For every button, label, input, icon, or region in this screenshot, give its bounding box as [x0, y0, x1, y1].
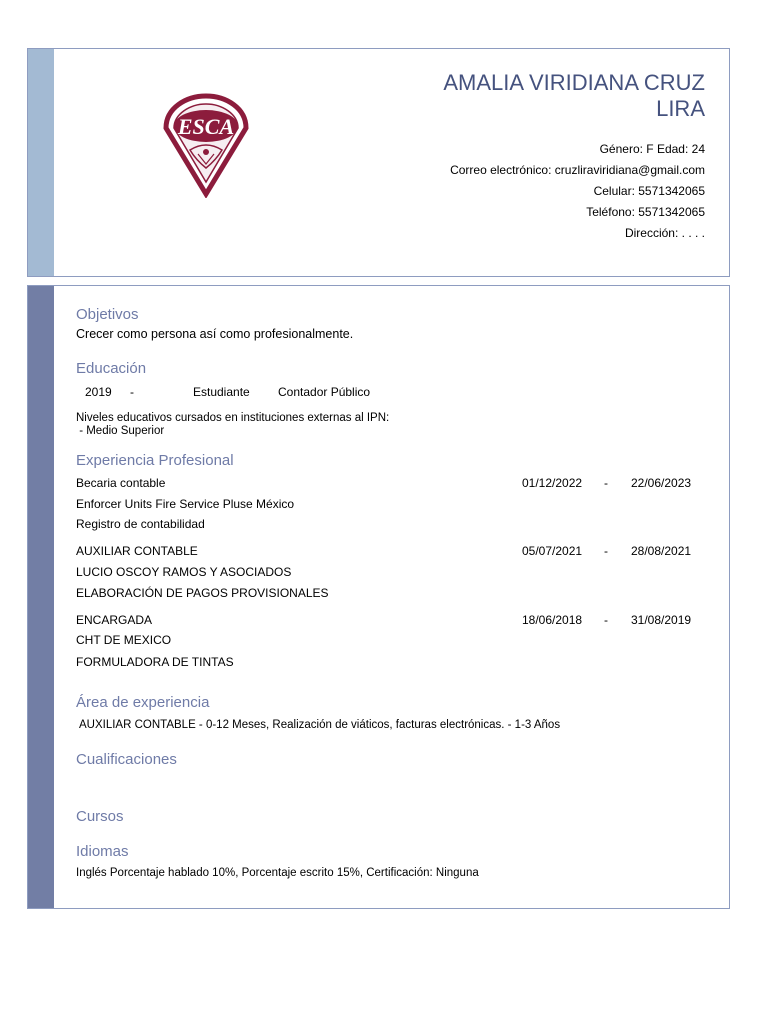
section-title-cursos: Cursos: [76, 808, 124, 825]
section-title-cualificaciones: Cualificaciones: [76, 751, 177, 768]
candidate-name: [365, 70, 705, 122]
email: Correo electrónico: cruzliraviridiana@gmail.com: [450, 163, 705, 177]
address: Dirección: . . . .: [624, 226, 705, 240]
job-activity: ELABORACIÓN DE PAGOS PROVISIONALES: [76, 586, 329, 600]
mobile-phone: Celular: 5571342065: [593, 184, 705, 198]
header-accent-bar: [28, 49, 54, 276]
area-text: AUXILIAR CONTABLE - 0-12 Meses, Realización de viáticos, facturas electrónicas. - 1-3 Años: [79, 719, 561, 731]
job-activity: FORMULADORA DE TINTAS: [76, 655, 234, 669]
section-title-educacion: Educación: [76, 360, 147, 377]
job-start-date: 18/06/2018: [522, 613, 583, 627]
education-status: Estudiante: [193, 385, 250, 399]
job-company: Enforcer Units Fire Service Pluse México: [76, 497, 295, 511]
job-end-date: 22/06/2023: [631, 476, 692, 490]
job-date-dash: -: [604, 613, 608, 627]
job-date-dash: -: [604, 544, 608, 558]
name-line-1: AMALIA VIRIDIANA CRUZ: [443, 70, 705, 95]
job-position: AUXILIAR CONTABLE: [76, 544, 198, 558]
section-title-idiomas: Idiomas: [76, 843, 129, 860]
job-position: ENCARGADA: [76, 613, 153, 627]
section-title-area: Área de experiencia: [76, 694, 210, 711]
education-external-item: - Medio Superior: [76, 425, 165, 437]
job-start-date: 01/12/2022: [522, 476, 583, 490]
gender-age: Género: F Edad: 24: [599, 142, 705, 156]
education-year: 2019: [85, 385, 112, 399]
job-end-date: 28/08/2021: [631, 544, 692, 558]
objetivos-text: Crecer como persona así como profesionalmente.: [76, 327, 354, 341]
education-dash: -: [130, 385, 134, 399]
body-accent-bar: [28, 286, 54, 908]
phone: Teléfono: 5571342065: [586, 205, 705, 219]
section-title-experiencia: Experiencia Profesional: [76, 452, 234, 469]
idiomas-text: Inglés Porcentaje hablado 10%, Porcentaje escrito 15%, Certificación: Ninguna: [76, 867, 479, 879]
education-career: Contador Público: [278, 385, 371, 399]
job-activity: Registro de contabilidad: [76, 517, 205, 531]
job-position: Becaria contable: [76, 476, 166, 490]
education-external-levels: Niveles educativos cursados en instituciones externas al IPN:: [76, 412, 390, 424]
job-date-dash: -: [604, 476, 608, 490]
job-company: CHT DE MEXICO: [76, 633, 172, 647]
svg-text:ESCA: ESCA: [177, 114, 235, 139]
esca-logo-icon: [160, 90, 252, 198]
job-company: LUCIO OSCOY RAMOS Y ASOCIADOS: [76, 565, 292, 579]
job-end-date: 31/08/2019: [631, 613, 692, 627]
name-line-2: LIRA: [656, 96, 705, 121]
job-start-date: 05/07/2021: [522, 544, 583, 558]
section-title-objetivos: Objetivos: [76, 306, 139, 323]
